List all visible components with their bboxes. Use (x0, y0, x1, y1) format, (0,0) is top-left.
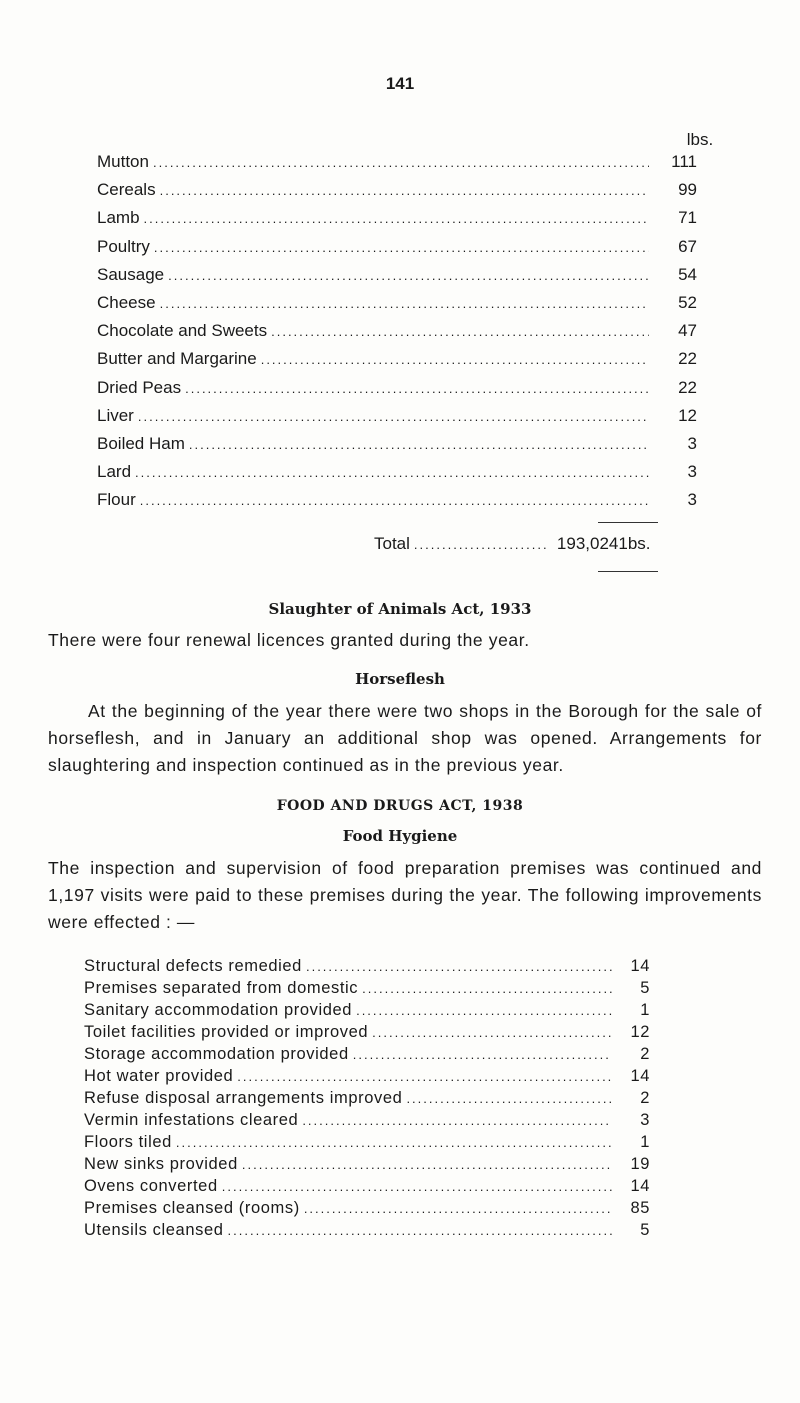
item-label: Hot water provided (84, 1067, 234, 1085)
horseflesh-text: At the beginning of the year there were two shops in the Borough for the sale of horseflesh, and in January an additional shop was opened. Arrangements for slaughtering and inspection continued as in the previous year. (48, 701, 762, 775)
page-number: 141 (385, 74, 415, 93)
item-value: 3 (687, 490, 697, 510)
item-label: Sanitary accommodation provided (84, 1001, 353, 1019)
item-label: Utensils cleansed (84, 1221, 224, 1239)
list-item (97, 462, 697, 490)
improvements-list (84, 957, 650, 1243)
list-item (97, 406, 697, 434)
list-item (84, 1221, 650, 1243)
item-value: 3 (687, 433, 697, 453)
list-item (97, 152, 697, 180)
list-item (84, 1199, 650, 1221)
total-rule-top (598, 522, 658, 523)
item-label: Butter and Margarine (97, 349, 257, 369)
item-label: New sinks provided (84, 1155, 238, 1173)
item-label: Toilet facilities provided or improved (84, 1023, 369, 1041)
food-drugs-heading: FOOD AND DRUGS ACT, 1938 (276, 798, 524, 814)
list-item (97, 321, 697, 349)
item-value: 1 (640, 1001, 650, 1019)
item-value: 12 (630, 1023, 650, 1041)
item-label: Sausage (97, 264, 165, 284)
item-value: 3 (640, 1111, 650, 1129)
item-value: 5 (640, 979, 650, 997)
total-row (374, 534, 800, 554)
item-label: Vermin infestations cleared (84, 1111, 299, 1129)
item-label: Premises separated from domestic (84, 979, 359, 997)
item-value: 85 (630, 1199, 650, 1217)
item-label: Storage accommodation provided (84, 1045, 349, 1063)
horseflesh-heading: Horseflesh (355, 670, 445, 688)
item-label: Liver (97, 405, 134, 425)
item-label: Chocolate and Sweets (97, 321, 268, 341)
total-value: 193,0241bs. (556, 534, 651, 553)
list-item (84, 1177, 650, 1199)
list-item (84, 1001, 650, 1023)
item-value: 5 (640, 1221, 650, 1239)
list-item (84, 1067, 650, 1089)
item-label: Boiled Ham (97, 433, 185, 453)
item-label: Mutton (97, 152, 149, 171)
item-label: Lamb (97, 208, 140, 228)
item-value: 14 (630, 957, 650, 975)
item-label: Premises cleansed (rooms) (84, 1199, 300, 1217)
meat-list (97, 152, 697, 518)
slaughter-text: There were four renewal licences granted during the year. (48, 630, 530, 650)
item-label: Floors tiled (84, 1133, 172, 1151)
item-value: 3 (687, 462, 697, 482)
item-value: 12 (678, 405, 697, 425)
list-item (84, 957, 650, 979)
list-item (97, 434, 697, 462)
list-item (97, 293, 697, 321)
item-value: 54 (678, 264, 697, 284)
item-label: Cereals (97, 180, 156, 200)
item-label: Lard (97, 462, 132, 482)
list-item (97, 180, 697, 208)
list-item (97, 237, 697, 265)
item-value: 47 (678, 321, 697, 341)
item-value: 19 (630, 1155, 650, 1173)
item-value: 14 (630, 1177, 650, 1195)
total-rule-bottom (598, 571, 658, 572)
slaughter-heading: Slaughter of Animals Act, 1933 (268, 600, 532, 618)
item-value: 71 (678, 208, 697, 228)
item-value: 2 (640, 1045, 650, 1063)
item-value: 99 (678, 180, 697, 200)
item-label: Ovens converted (84, 1177, 218, 1195)
food-hygiene-subheading: Food Hygiene (342, 827, 458, 845)
list-item (97, 208, 697, 236)
item-label: Flour (97, 490, 136, 510)
item-label: Cheese (97, 292, 156, 312)
list-item (84, 979, 650, 1001)
total-label: Total (374, 534, 410, 553)
list-item (84, 1111, 650, 1133)
item-value: 67 (678, 236, 697, 256)
list-item (97, 265, 697, 293)
item-value: 111 (671, 152, 697, 171)
item-value: 22 (678, 377, 697, 397)
item-value: 22 (678, 349, 697, 369)
list-item (97, 490, 697, 518)
food-hygiene-text: The inspection and supervision of food preparation premises was continued and 1,197 visits were paid to these premises during the year. The following improvements were effected : — (48, 858, 762, 932)
list-item (84, 1023, 650, 1045)
item-value: 2 (640, 1089, 650, 1107)
item-label: Refuse disposal arrangements improved (84, 1089, 403, 1107)
item-label: Poultry (97, 236, 150, 256)
unit-header: lbs. (686, 130, 714, 149)
item-label: Structural defects remedied (84, 957, 302, 975)
list-item (84, 1155, 650, 1177)
list-item (97, 378, 697, 406)
list-item (84, 1089, 650, 1111)
list-item (97, 349, 697, 377)
item-value: 1 (640, 1133, 650, 1151)
item-value: 52 (678, 292, 697, 312)
list-item (84, 1045, 650, 1067)
list-item (84, 1133, 650, 1155)
item-value: 14 (630, 1067, 650, 1085)
item-label: Dried Peas (97, 377, 182, 397)
